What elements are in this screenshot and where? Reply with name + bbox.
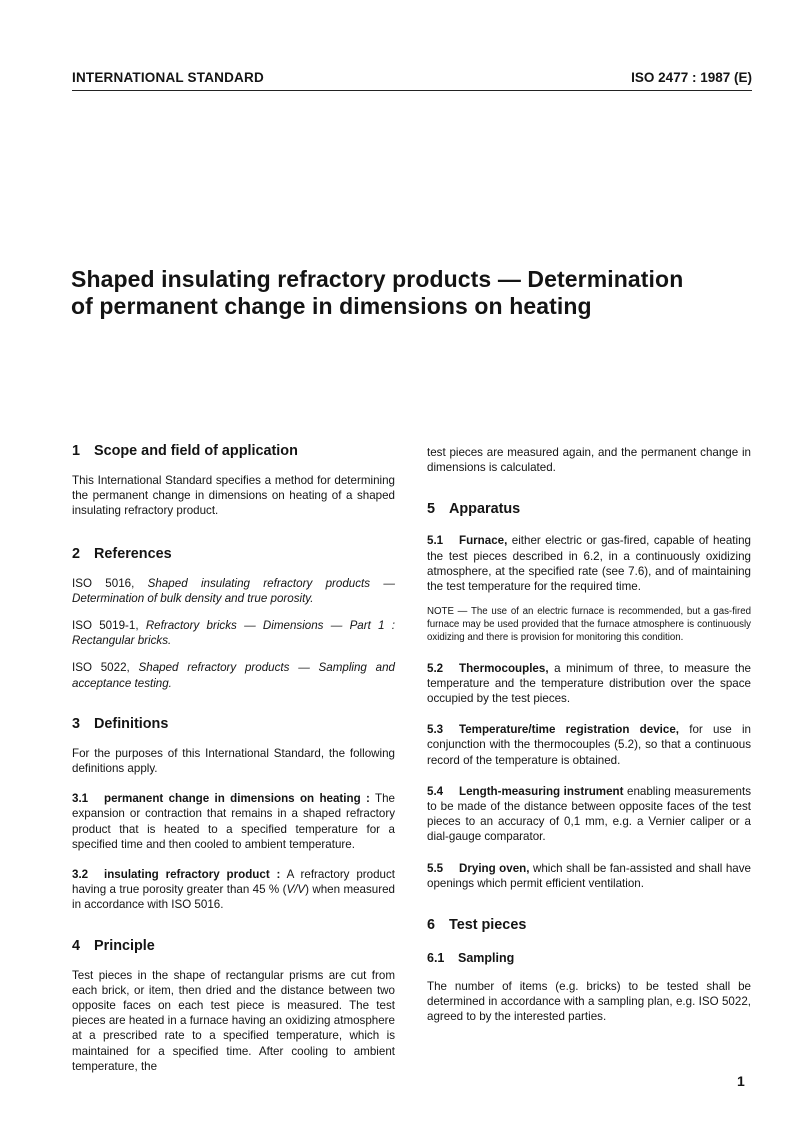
- page-number: 1: [737, 1073, 745, 1089]
- section-title: Apparatus: [449, 501, 521, 518]
- principle-continued: test pieces are measured again, and the permanent change in dimensions is calculated.: [427, 446, 751, 475]
- reference-code: ISO 5022,: [72, 661, 130, 675]
- section-number: 4: [72, 937, 81, 954]
- reference-title: Shaped insulating refractory products — Determination of bulk density and true porosity.: [72, 576, 395, 605]
- section-number: 6: [427, 917, 436, 934]
- clause-number: 5.4: [427, 784, 444, 798]
- section-number: 3: [72, 715, 81, 732]
- section-5-heading: [427, 500, 751, 518]
- definition-text: A refractory product having a true porosity greater than 45 % (: [72, 868, 395, 897]
- apparatus-term: Length-measuring instrument: [459, 784, 624, 798]
- clause-number: 5.2: [427, 661, 444, 675]
- document-title: [71, 266, 761, 320]
- reference-title: Shaped refractory products — Sampling and acceptance testing.: [72, 661, 395, 690]
- clause-number: 5.1: [427, 534, 444, 548]
- apparatus-text: a minimum of three, to measure the temperature and the temperature distribution over the space occupied by the test pieces.: [427, 661, 751, 706]
- principle-text: Test pieces in the shape of rectangular prisms are cut from each brick, or item, then dried and the distance between two opposite faces on each test piece is measured. The test pieces are heated in a furnace having an oxidizing atmosphere at a prescribed rate to a specified temperature, which is maintained for a specified time. After cooling to ambient temperature, the: [72, 968, 395, 1073]
- apparatus-text: enabling measurements to be made of the distance between opposite faces of the test pieces to an accuracy of 0,1 mm, e.g. a Vernier caliper or a dial-gauge comparator.: [427, 784, 751, 844]
- scope-text: This International Standard specifies a method for determining the permanent change in dimensions on heating of a shaped insulating refractory product.: [72, 474, 395, 518]
- header-rule: [72, 90, 752, 91]
- apparatus-term: Furnace,: [459, 534, 508, 548]
- section-number: 2: [72, 545, 81, 562]
- standard-label: INTERNATIONAL STANDARD: [72, 70, 264, 85]
- section-number: 1: [72, 443, 81, 459]
- section-title: Test pieces: [449, 917, 527, 934]
- reference-item: [72, 660, 395, 690]
- apparatus-5-5: [427, 861, 751, 891]
- apparatus-5-1: [427, 533, 751, 594]
- section-title: Scope and field of application: [94, 443, 298, 459]
- clause-number: 5.3: [427, 723, 444, 737]
- clause-number: 6.1: [427, 951, 445, 966]
- apparatus-5-3: [427, 722, 751, 768]
- apparatus-note: NOTE — The use of an electric furnace is recommended, but a gas-fired furnace may be used provided that the furnace atmosphere is continuously oxidizing and there is provision for monitoring this condition.: [427, 606, 751, 643]
- apparatus-5-2: [427, 661, 751, 707]
- title-line-2: of permanent change in dimensions on heating: [71, 293, 592, 319]
- section-1-heading: [72, 442, 395, 460]
- section-title: Principle: [94, 937, 155, 954]
- reference-title: Refractory bricks — Dimensions — Part 1 : Rectangular bricks.: [72, 619, 396, 648]
- definition-3-1: [72, 791, 395, 852]
- section-2-heading: [72, 545, 395, 563]
- definition-term: insulating refractory product :: [104, 868, 281, 882]
- page-header: [72, 70, 752, 86]
- reference-item: [72, 576, 395, 606]
- apparatus-5-4: [427, 784, 751, 845]
- reference-code: ISO 5019-1,: [72, 619, 139, 633]
- apparatus-text: which shall be fan-assisted and shall have openings which permit efficient ventilation.: [427, 861, 751, 890]
- clause-number: 3.2: [72, 868, 89, 882]
- sampling-text: The number of items (e.g. bricks) to be tested shall be determined in accordance with a sampling plan, e.g. ISO 5022, agreed to by the interested parties.: [427, 980, 751, 1024]
- subsection-title: Sampling: [458, 951, 515, 966]
- apparatus-text: for use in conjunction with the thermocouples (5.2), so that a continuous record of the temperature is obtained.: [427, 723, 751, 767]
- reference-code: ISO 5016,: [72, 576, 135, 590]
- right-column: [427, 445, 751, 1025]
- left-column: [72, 442, 395, 1074]
- section-title: References: [94, 545, 172, 562]
- section-number: 5: [427, 501, 436, 518]
- apparatus-term: Drying oven,: [459, 861, 530, 875]
- title-line-1: Shaped insulating refractory products — Determination: [71, 266, 684, 292]
- apparatus-term: Thermocouples,: [459, 661, 549, 675]
- standard-number: ISO 2477 : 1987 (E): [631, 70, 752, 85]
- section-title: Definitions: [94, 715, 169, 732]
- volume-ratio: V/V: [286, 883, 306, 897]
- clause-number: 5.5: [427, 861, 444, 875]
- subsection-6-1-heading: [427, 950, 751, 966]
- reference-item: [72, 618, 395, 648]
- section-3-heading: [72, 715, 395, 733]
- definitions-intro: For the purposes of this International Standard, the following definitions apply.: [72, 746, 395, 776]
- definition-text: The expansion or contraction that remains in a shaped refractory product that is heated to a specified temperature for a specified time and then cooled to ambient temperature.: [72, 792, 395, 851]
- clause-number: 3.1: [72, 792, 89, 806]
- definition-3-2: [72, 867, 395, 913]
- section-6-heading: [427, 916, 751, 934]
- section-4-heading: [72, 937, 395, 955]
- apparatus-term: Temperature/time registration device,: [459, 723, 680, 737]
- apparatus-text: either electric or gas-fired, capable of heating the test pieces described in 6.2, in a continuously oxidizing atmosphere, at the specified rate (see 7.6), and of maintaining the test temperature for the required time.: [427, 534, 751, 594]
- definition-term: permanent change in dimensions on heating :: [104, 792, 370, 806]
- definition-text-cont: ) when measured in accordance with ISO 5016.: [72, 883, 395, 912]
